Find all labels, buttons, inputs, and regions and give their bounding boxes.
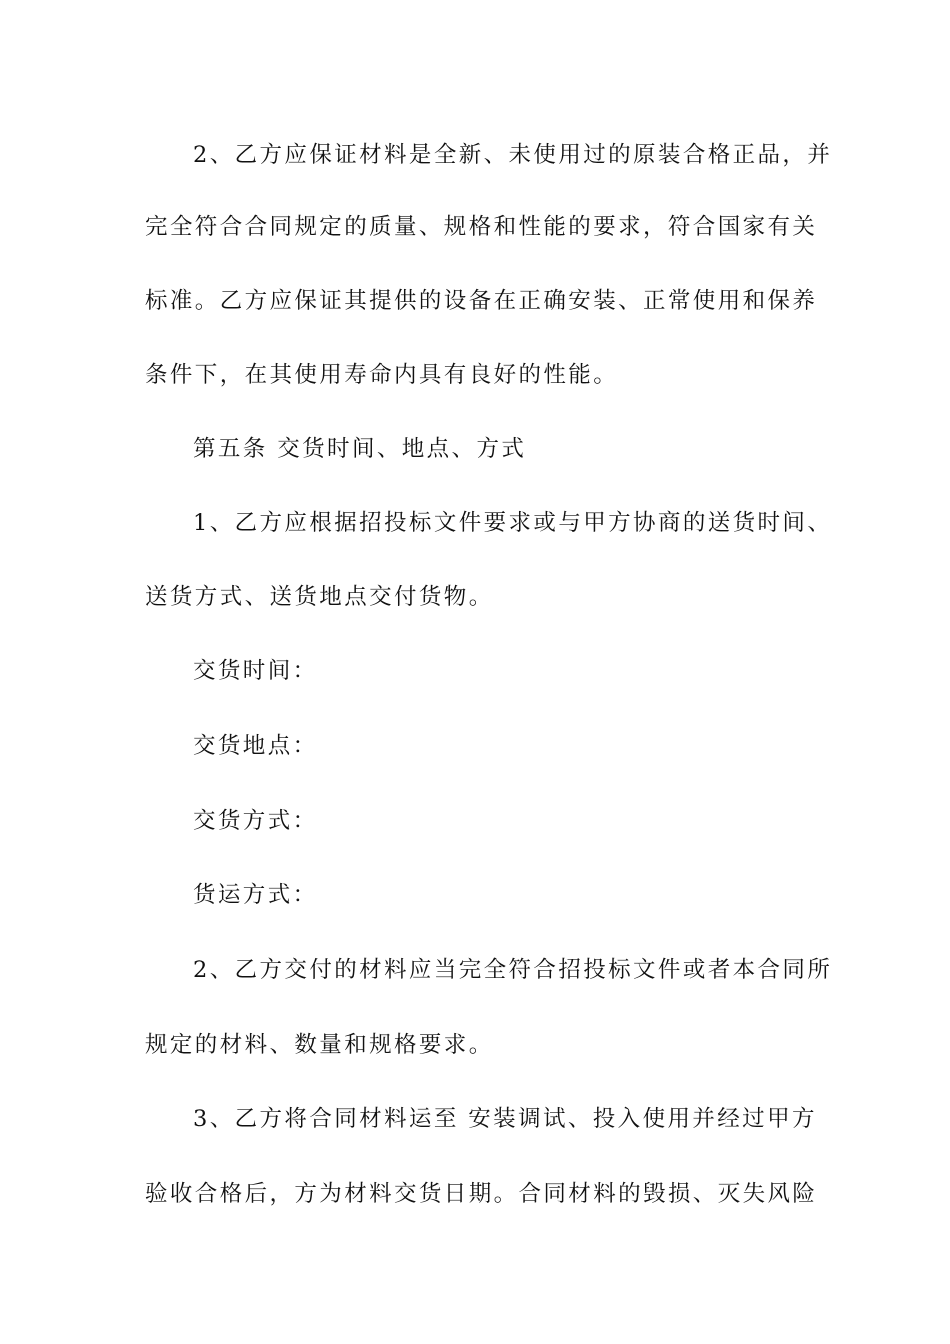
article-5-heading: 第五条 交货时间、地点、方式 — [193, 436, 527, 462]
clause-4-2-line-1: 2、乙方应保证材料是全新、未使用过的原装合格正品，并 — [193, 142, 833, 168]
clause-4-2-line-3: 标准。乙方应保证其提供的设备在正确安装、正常使用和保养 — [145, 288, 818, 314]
clause-4-2-line-4: 条件下，在其使用寿命内具有良好的性能。 — [145, 362, 619, 388]
clause-5-1-line-1: 1、乙方应根据招投标文件要求或与甲方协商的送货时间、 — [193, 510, 833, 536]
clause-5-1-line-2: 送货方式、送货地点交付货物。 — [145, 584, 494, 610]
freight-method-label: 货运方式： — [193, 882, 318, 908]
delivery-place-label: 交货地点： — [193, 733, 318, 759]
delivery-time-label: 交货时间： — [193, 658, 318, 684]
clause-4-2-line-2: 完全符合合同规定的质量、规格和性能的要求，符合国家有关 — [145, 214, 818, 240]
clause-5-2-line-2: 规定的材料、数量和规格要求。 — [145, 1032, 494, 1058]
clause-5-3-line-1: 3、乙方将合同材料运至 安装调试、投入使用并经过甲方 — [193, 1106, 817, 1132]
clause-5-3-line-2: 验收合格后，方为材料交货日期。合同材料的毁损、灭失风险 — [145, 1181, 818, 1207]
delivery-method-label: 交货方式： — [193, 808, 318, 834]
clause-5-2-line-1: 2、乙方交付的材料应当完全符合招投标文件或者本合同所 — [193, 957, 833, 983]
